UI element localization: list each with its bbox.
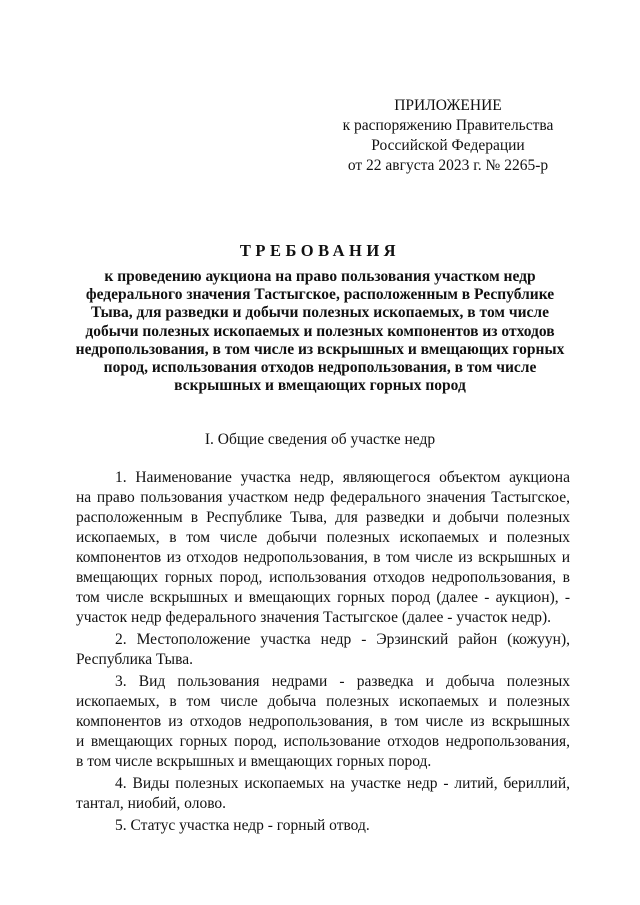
paragraph-line: Республика Тыва. — [76, 651, 193, 668]
paragraph-line: том числе вскрышных и вмещающих горных пород (далее - аукцион), - — [76, 589, 570, 606]
subtitle-line: добычи полезных ископаемых и полезных компонентов из отходов — [85, 322, 555, 340]
section-heading: I. Общие сведения об участке недр — [204, 431, 436, 448]
paragraph-line: в том числе вскрышных и вмещающих горных пород. — [76, 753, 432, 770]
subtitle-line: федерального значения Тастыгское, расположенным в Республике — [85, 286, 555, 304]
paragraph-3 — [76, 672, 570, 772]
paragraph-line: 1. Наименование участка недр, являющегося объектом аукциона — [115, 469, 570, 486]
subtitle-line: вскрышных и вмещающих горных пород — [174, 377, 466, 395]
subtitle-line: Тыва, для разведки и добычи полезных ископаемых, в том числе — [91, 304, 549, 322]
paragraph-line: расположенным в Республике Тыва, для разведки и добычи полезных — [76, 509, 570, 526]
paragraph-line: тантал, ниобий, олово. — [76, 795, 227, 812]
paragraph-line: ископаемых, в том числе добыча полезных ископаемых и полезных — [76, 693, 570, 710]
paragraph-line: компонентов из отходов недропользования, в том числе из вскрышных и — [76, 549, 570, 566]
paragraph-line: 4. Виды полезных ископаемых на участке недр - литий, бериллий, — [115, 775, 570, 792]
paragraph-5 — [76, 816, 570, 836]
document-body — [76, 468, 570, 836]
subtitle-line: к проведению аукциона на право пользования участком недр — [104, 268, 536, 285]
paragraph-line: и вмещающих горных пород, использование отходов недропользования, — [76, 733, 570, 750]
appendix-block — [330, 96, 566, 176]
paragraph-line: 5. Статус участка недр - горный отвод. — [115, 817, 370, 834]
paragraph-line: 2. Местоположение участка недр - Эрзинский район (кожуун), — [115, 631, 570, 648]
paragraph-line: компонентов из отходов недропользования, в том числе из вскрышных — [76, 713, 570, 730]
subtitle-line: недропользования, в том числе из вскрышных и вмещающих горных — [75, 340, 565, 358]
appendix-order-ref: к распоряжению Правительства — [342, 117, 554, 134]
paragraph-1 — [76, 468, 570, 628]
paragraph-line: 3. Вид пользования недрами - разведка и добыча полезных — [115, 673, 570, 690]
paragraph-4 — [76, 774, 570, 814]
paragraph-line: вмещающих горных пород, использования отходов недропользования, в — [76, 569, 570, 586]
appendix-label: ПРИЛОЖЕНИЕ — [394, 97, 502, 114]
paragraph-2 — [76, 630, 570, 670]
paragraph-line: участок недр федерального значения Тастыгское (далее - участок недр). — [76, 609, 551, 626]
appendix-government: Российской Федерации — [371, 137, 525, 154]
appendix-date-number: от 22 августа 2023 г. № 2265-р — [347, 157, 549, 174]
paragraph-line: ископаемых, в том числе добычи полезных ископаемых и полезных — [76, 529, 570, 546]
paragraph-line: на право пользования участком недр федерального значения Тастыгское, — [76, 489, 570, 506]
subtitle-line: пород, использования отходов недропользования, в том числе — [103, 359, 537, 377]
document-subtitle — [70, 268, 570, 395]
document-title: ТРЕБОВАНИЯ — [239, 241, 401, 260]
